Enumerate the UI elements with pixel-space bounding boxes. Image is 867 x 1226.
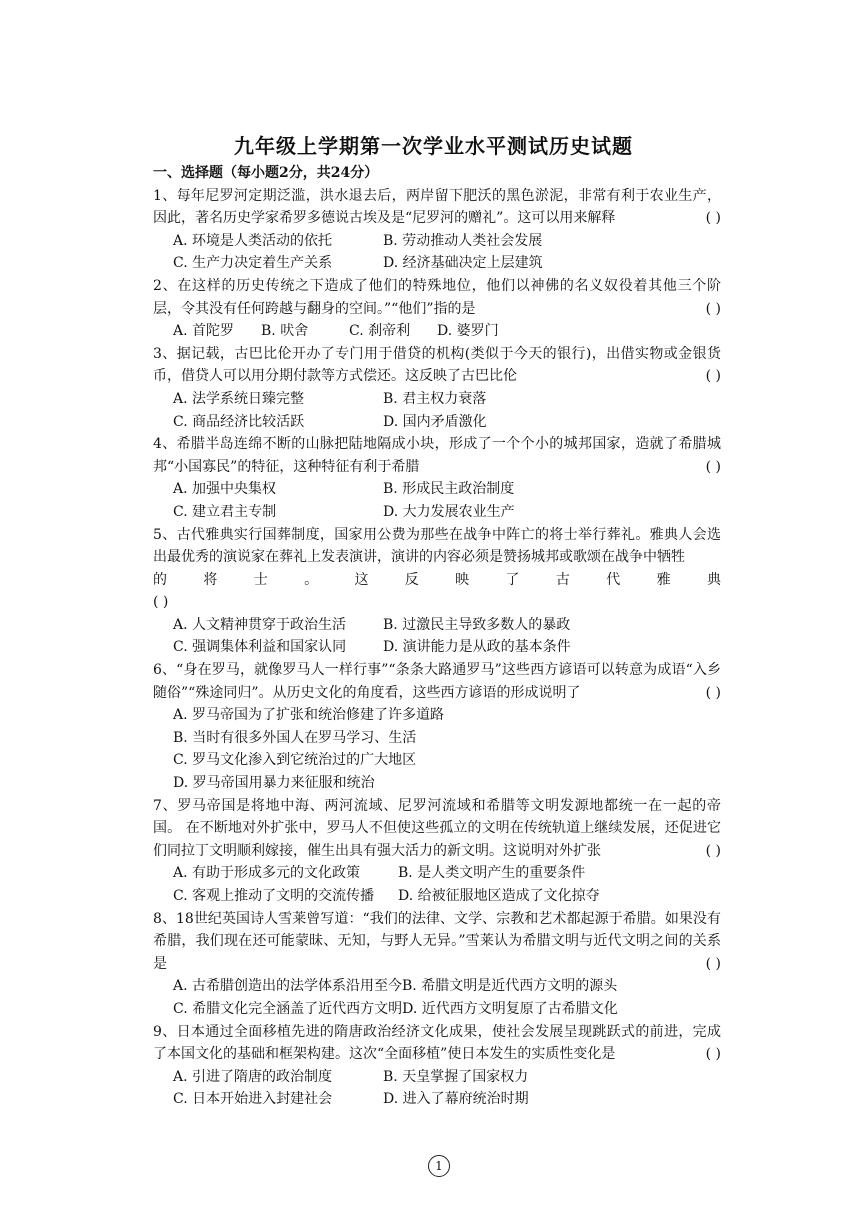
question-9 <box>153 1021 721 1111</box>
option-c: C. 建立君主专制 <box>173 503 277 520</box>
answer-blank: ( ) <box>705 368 721 385</box>
option-a: A. 有助于形成多元的文化政策 <box>173 865 361 882</box>
answer-blank: ( ) <box>705 842 721 859</box>
option-c: C. 罗马文化渗入到它统治过的广大地区 <box>173 752 417 769</box>
option-b: B. 是人类文明产生的重要条件 <box>398 865 586 882</box>
option-b: B. 君主权力衰落 <box>383 390 487 407</box>
option-c: C. 日本开始进入封建社会 <box>173 1091 333 1108</box>
option-d: D. 国内矛盾激化 <box>383 413 487 430</box>
option-d: D. 给被征服地区造成了文化掠夺 <box>398 888 600 904</box>
option-b: B. 希腊文明是近代西方文明的源头 <box>402 978 618 995</box>
question-stem: 7、罗马帝国是将地中海、两河流域、尼罗河流域和希腊等文明发源地都统一在一起的帝国。 在不断地对外扩张中，罗马人不但使这些孤立的文明在传统轨道上继续发展，还促进它们同拉丁文明顺利嫁接，催生出具有强大活力的新文明。这说明对外扩张 <box>153 797 721 859</box>
question-2 <box>153 275 721 343</box>
answer-blank: ( ) <box>705 1046 721 1063</box>
option-c: C. 客观上推动了文明的交流传播 <box>173 888 375 904</box>
option-d: D. 婆罗门 <box>437 323 499 340</box>
question-stem: 6、“身在罗马，就像罗马人一样行事”“条条大路通罗马”这些西方谚语可以转意为成语“入乡随俗”“殊途同归”。从历史文化的角度看，这些西方谚语的形成说明了 <box>153 662 721 701</box>
option-d: D. 进入了幕府统治时期 <box>383 1091 529 1108</box>
question-3 <box>153 343 721 433</box>
question-stem: 9、日本通过全面移植先进的隋唐政治经济文化成果，使社会发展呈现跳跃式的前进，完成了本国文化的基础和框架构建。这次“全面移植”使日本发生的实质性变化是 <box>153 1023 721 1063</box>
question-stem: 8、18世纪英国诗人雪莱曾写道：“我们的法律、文学、宗教和艺术都起源于希腊。如果没有希腊，我们现在还可能蒙昧、无知，与野人无异。”雪莱认为希腊文明与近代文明之间的关系是 <box>153 910 721 972</box>
question-4 <box>153 433 721 523</box>
question-stem: 1、每年尼罗河定期泛滥，洪水退去后，两岸留下肥沃的黑色淤泥，非常有利于农业生产，因此，著名历史学家希罗多德说古埃及是“尼罗河的赠礼”。这可以用来解释 <box>153 187 721 227</box>
option-a: A. 人文精神贯穿于政治生活 <box>173 616 347 633</box>
question-7 <box>153 795 721 908</box>
option-c: C. 希腊文化完全涵盖了近代西方文明 <box>173 1000 403 1017</box>
page-number: 1 <box>428 1155 450 1177</box>
option-b: B. 过激民主导致多数人的暴政 <box>383 616 571 633</box>
answer-blank: ( ) <box>705 210 721 227</box>
option-a: A. 环境是人类活动的依托 <box>173 232 333 249</box>
option-d: D. 罗马帝国用暴力来征服和统治 <box>173 775 375 792</box>
option-a: A. 法学系统日臻完整 <box>173 390 305 407</box>
answer-blank: ( ) <box>705 684 721 701</box>
option-b: B. 吠舍 <box>261 323 309 340</box>
option-a: A. 加强中央集权 <box>173 481 277 498</box>
question-5 <box>153 524 721 660</box>
answer-blank: ( ) <box>705 300 721 317</box>
option-a: A. 古希腊创造出的法学体系沿用至今 <box>173 978 403 995</box>
option-b: B. 形成民主政治制度 <box>383 481 515 498</box>
option-b: B. 天皇掌握了国家权力 <box>383 1068 529 1085</box>
exam-content <box>153 162 721 1111</box>
option-d: D. 大力发展农业生产 <box>383 503 515 520</box>
answer-blank: ( ) <box>153 594 169 611</box>
option-d: D. 经济基础决定上层建筑 <box>383 255 543 272</box>
question-1 <box>153 185 721 275</box>
option-c: C. 生产力决定着生产关系 <box>173 255 333 272</box>
question-stem-spread: 的 将 士 。 这 反 映 了 古 代 雅 典 <box>153 571 721 588</box>
section-heading: 一、选择题（每小题2分，共24分） <box>153 165 379 181</box>
option-b: B. 劳动推动人类社会发展 <box>383 232 543 249</box>
option-a: A. 引进了隋唐的政治制度 <box>173 1068 333 1085</box>
question-stem: 5、古代雅典实行国葬制度，国家用公费为那些在战争中阵亡的将士举行葬礼。雅典人会选出最优秀的演说家在葬礼上发表演讲，演讲的内容必须是赞扬城邦或歌颂在战争中牺牲 <box>153 526 721 566</box>
option-c: C. 刹帝利 <box>349 323 411 340</box>
question-stem: 4、希腊半岛连绵不断的山脉把陆地隔成小块，形成了一个个小的城邦国家，造就了希腊城邦“小国寡民”的特征，这种特征有利于希腊 <box>153 436 721 475</box>
option-c: C. 强调集体利益和国家认同 <box>173 639 347 656</box>
option-a: A. 首陀罗 <box>173 323 235 340</box>
option-a: A. 罗马帝国为了扩张和统治修建了许多道路 <box>173 707 445 724</box>
option-b: B. 当时有很多外国人在罗马学习、生活 <box>173 729 417 746</box>
option-d: D. 演讲能力是从政的基本条件 <box>383 639 571 656</box>
question-stem: 3、据记载，古巴比伦开办了专门用于借贷的机构(类似于今天的银行)，出借实物或金银货币，借贷人可以用分期付款等方式偿还。这反映了古巴比伦 <box>153 345 721 385</box>
option-c: C. 商品经济比较活跃 <box>173 413 305 430</box>
answer-blank: ( ) <box>705 458 721 475</box>
answer-blank: ( ) <box>705 955 721 972</box>
question-6 <box>153 659 721 795</box>
option-d: D. 近代西方文明复原了古希腊文化 <box>402 1000 618 1017</box>
question-stem: 2、在这样的历史传统之下造成了他们的特殊地位，他们以神佛的名义奴役着其他三个阶层，令其没有任何跨越与翻身的空间。”“他们”指的是 <box>153 277 721 317</box>
question-8 <box>153 908 721 1021</box>
exam-title: 九年级上学期第一次学业水平测试历史试题 <box>234 134 633 158</box>
